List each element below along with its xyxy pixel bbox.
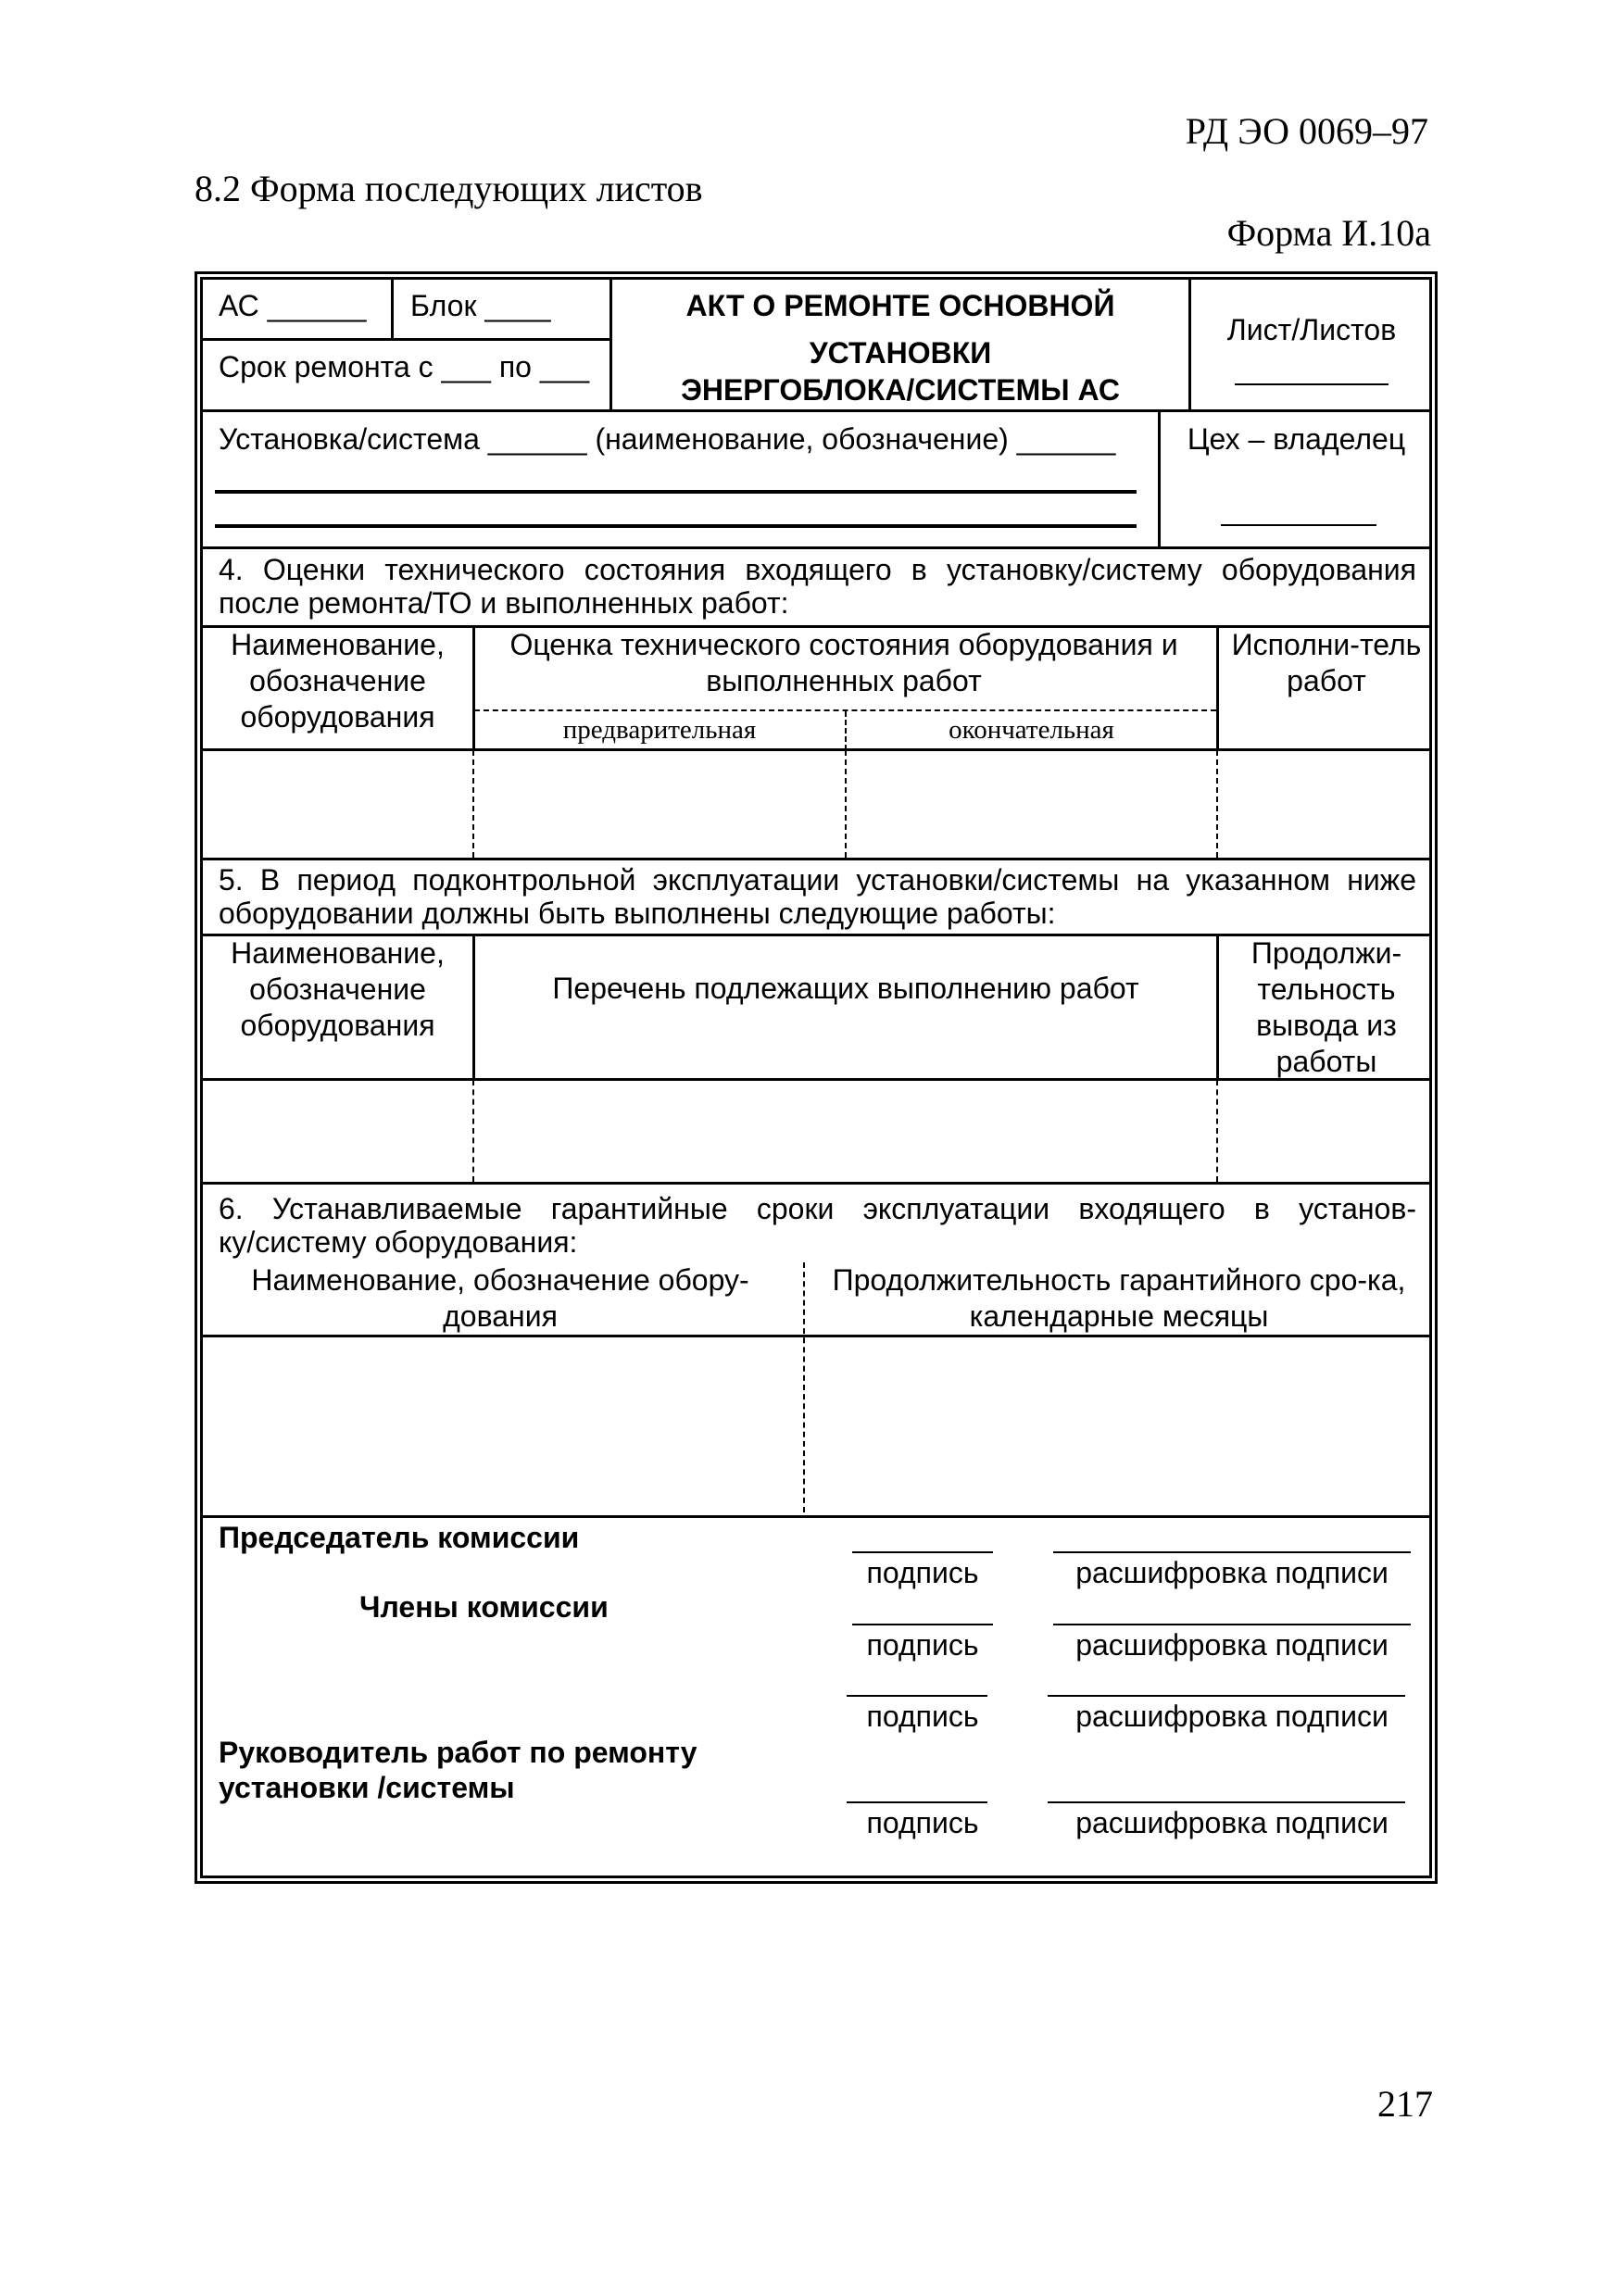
block-field-label: Блок ____ bbox=[410, 289, 551, 322]
signature-blank-2 bbox=[852, 1624, 993, 1625]
section4-col-preliminary: предварительная bbox=[562, 715, 757, 745]
section6-title-line2: ку/систему оборудования: bbox=[219, 1225, 578, 1259]
decoding-caption-4: расшифровка подписи bbox=[1075, 1806, 1389, 1839]
installation-blank-1 bbox=[215, 490, 1137, 494]
section5-body-divider-1 bbox=[472, 1080, 474, 1182]
section4-col-final: окончательная bbox=[949, 715, 1114, 745]
document-code: РД ЭО 0069–97 bbox=[1185, 110, 1428, 152]
section4-title-line1: 4. Оценки технического состояния входящего в установку/систему оборудования bbox=[219, 553, 1416, 586]
section6-col-divider bbox=[803, 1262, 805, 1512]
signature-blank-4 bbox=[847, 1801, 987, 1803]
header-divider-period bbox=[200, 338, 609, 341]
section6-top-line bbox=[200, 1182, 1432, 1185]
section4-top-line bbox=[200, 546, 1432, 549]
signature-caption-2: подпись bbox=[866, 1628, 979, 1662]
form-code: Форма И.10а bbox=[1226, 212, 1431, 254]
section5-title-line2: оборудовании должны быть выполнены следующие работы: bbox=[219, 897, 1056, 930]
section6-col-warranty: Продолжительность гарантийного сро-ка, календарные месяцы bbox=[832, 1263, 1406, 1333]
sheets-label: Лист/Листов bbox=[1226, 313, 1397, 346]
signatures-top-line bbox=[200, 1515, 1432, 1518]
section5-title-line1: 5. В период подконтрольной эксплуатации установки/системы на указанном ниже bbox=[219, 863, 1416, 897]
signature-caption-1: подпись bbox=[866, 1556, 979, 1589]
chairman-label: Председатель комиссии bbox=[219, 1521, 580, 1554]
section4-col-equipment: Наименование, обозначение оборудования bbox=[231, 628, 445, 734]
section6-header-bottom bbox=[200, 1335, 1432, 1337]
signature-blank-1 bbox=[852, 1551, 993, 1553]
section4-body-divider-1 bbox=[472, 750, 474, 858]
section5-col-works-list: Перечень подлежащих выполнению работ bbox=[552, 972, 1139, 1005]
act-title-line2: УСТАНОВКИ bbox=[809, 336, 992, 370]
decoding-caption-1: расшифровка подписи bbox=[1075, 1556, 1389, 1589]
page-number: 217 bbox=[1377, 2083, 1433, 2125]
header-divider-as-block bbox=[391, 277, 394, 338]
section4-col-assessment: Оценка технического состояния оборудования и выполненных работ bbox=[509, 628, 1178, 697]
section-title: 8.2 Форма последующих листов bbox=[195, 168, 703, 209]
section5-col-duration: Продолжи-тельность вывода из работы bbox=[1250, 936, 1402, 1078]
decoding-caption-2: расшифровка подписи bbox=[1075, 1628, 1389, 1662]
section4-body-divider-2 bbox=[845, 750, 847, 858]
section4-body-divider-3 bbox=[1216, 750, 1218, 858]
repair-manager-label-line1: Руководитель работ по ремонту bbox=[219, 1736, 697, 1769]
workshop-owner-label: Цех – владелец bbox=[1187, 422, 1406, 456]
members-label: Члены комиссии bbox=[359, 1590, 609, 1624]
decoding-blank-4 bbox=[1048, 1801, 1405, 1803]
decoding-blank-3 bbox=[1048, 1695, 1405, 1697]
section5-body-divider-2 bbox=[1216, 1080, 1218, 1182]
section4-col-divider-2 bbox=[1216, 625, 1219, 750]
repair-manager-label-line2: установки /системы bbox=[219, 1771, 515, 1804]
section6-title-line1: 6. Устанавливаемые гарантийные сроки эксплуатации входящего в установ- bbox=[219, 1192, 1416, 1225]
decoding-blank-1 bbox=[1053, 1551, 1411, 1553]
section4-col-executor: Исполни-тель работ bbox=[1231, 628, 1422, 697]
section5-col-divider-2 bbox=[1216, 934, 1219, 1080]
as-field-label: АС ______ bbox=[219, 289, 367, 322]
signature-caption-4: подпись bbox=[866, 1806, 979, 1839]
signature-caption-3: подпись bbox=[866, 1700, 979, 1733]
section4-title-line2: после ремонта/ТО и выполненных работ: bbox=[219, 586, 789, 620]
section6-col-equipment: Наименование, обозначение обору-дования bbox=[251, 1263, 749, 1333]
workshop-owner-blank bbox=[1221, 524, 1376, 526]
installation-system-label: Установка/система ______ (наименование, обозначение) ______ bbox=[219, 422, 1116, 456]
section4-header-bottom bbox=[200, 748, 1432, 751]
decoding-blank-2 bbox=[1053, 1624, 1411, 1625]
act-title-line1: АКТ О РЕМОНТЕ ОСНОВНОЙ bbox=[685, 289, 1115, 322]
repair-period-label: Срок ремонта с ___ по ___ bbox=[219, 350, 590, 383]
header-bottom-line bbox=[200, 409, 1432, 412]
section5-col-equipment: Наименование, обозначение оборудования bbox=[231, 936, 445, 1042]
signature-blank-3 bbox=[847, 1695, 987, 1697]
sheets-blank bbox=[1235, 383, 1389, 385]
section5-top-line bbox=[200, 858, 1432, 860]
installation-blank-2 bbox=[215, 524, 1137, 528]
decoding-caption-3: расшифровка подписи bbox=[1075, 1700, 1389, 1733]
act-title-line3: ЭНЕРГОБЛОКА/СИСТЕМЫ АС bbox=[681, 373, 1120, 407]
section5-col-divider-1 bbox=[472, 934, 475, 1080]
